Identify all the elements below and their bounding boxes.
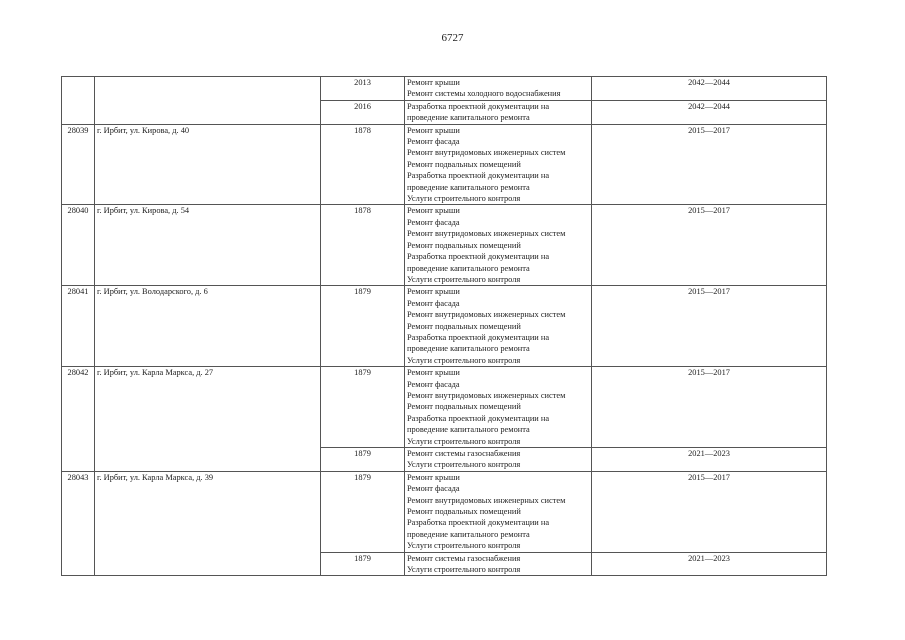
work-item: Разработка проектной документации на — [407, 101, 550, 111]
period-cell: 2015—2017 — [592, 471, 827, 552]
work-item: Ремонт внутридомовых инженерных систем — [407, 229, 566, 239]
year-cell: 2013 — [321, 77, 405, 101]
year-cell: 1879 — [321, 471, 405, 552]
year-cell: 1878 — [321, 205, 405, 286]
work-item: Ремонт фасада — [407, 484, 460, 494]
works-cell — [405, 124, 592, 205]
work-item: Услуги строительного контроля — [407, 274, 521, 284]
table-row — [62, 124, 827, 205]
works-cell — [405, 367, 592, 448]
work-item: Ремонт внутридомовых инженерных систем — [407, 495, 566, 505]
period-cell: 2021—2023 — [592, 448, 827, 472]
house-number-cell — [62, 77, 95, 125]
work-item: Ремонт внутридомовых инженерных систем — [407, 390, 566, 400]
house-number-cell: 28040 — [62, 205, 95, 286]
repair-program-table — [61, 76, 827, 576]
address-cell: г. Ирбит, ул. Кирова, д. 40 — [95, 124, 321, 205]
work-item: Разработка проектной документации на — [407, 518, 550, 528]
work-item: Ремонт подвальных помещений — [407, 507, 521, 517]
work-item: Разработка проектной документации на — [407, 413, 550, 423]
works-cell — [405, 552, 592, 576]
work-item: проведение капитального ремонта — [407, 113, 530, 123]
work-item: Услуги строительного контроля — [407, 565, 521, 575]
period-cell: 2015—2017 — [592, 124, 827, 205]
work-item: проведение капитального ремонта — [407, 182, 530, 192]
address-cell — [95, 77, 321, 125]
work-item: Разработка проектной документации на — [407, 171, 550, 181]
work-item: Разработка проектной документации на — [407, 252, 550, 262]
work-item: Ремонт подвальных помещений — [407, 159, 521, 169]
year-cell: 1878 — [321, 124, 405, 205]
table-row — [62, 205, 827, 286]
house-number-cell: 28042 — [62, 367, 95, 472]
work-item: проведение капитального ремонта — [407, 263, 530, 273]
work-item: проведение капитального ремонта — [407, 344, 530, 354]
work-item: Ремонт фасада — [407, 137, 460, 147]
period-cell: 2015—2017 — [592, 286, 827, 367]
period-cell: 2021—2023 — [592, 552, 827, 576]
page-number: 6727 — [441, 32, 464, 44]
work-item: Ремонт фасада — [407, 298, 460, 308]
work-item: Ремонт подвальных помещений — [407, 321, 521, 331]
works-cell — [405, 205, 592, 286]
year-cell: 1879 — [321, 286, 405, 367]
work-item: Разработка проектной документации на — [407, 332, 550, 342]
house-number-cell: 28039 — [62, 124, 95, 205]
table-row — [62, 367, 827, 448]
work-item: Услуги строительного контроля — [407, 436, 521, 446]
work-item: Ремонт фасада — [407, 217, 460, 227]
work-item: проведение капитального ремонта — [407, 425, 530, 435]
period-cell: 2042—2044 — [592, 77, 827, 101]
work-item: Ремонт системы холодного водоснабжения — [407, 89, 561, 99]
work-item: Ремонт системы газоснабжения — [407, 449, 521, 458]
work-item: Услуги строительного контроля — [407, 355, 521, 365]
work-item: Ремонт внутридомовых инженерных систем — [407, 148, 566, 158]
work-item: проведение капитального ремонта — [407, 529, 530, 539]
work-item: Ремонт крыши — [407, 368, 460, 378]
table-row — [62, 77, 827, 101]
works-cell — [405, 448, 592, 472]
work-item: Ремонт фасада — [407, 379, 460, 389]
work-item: Услуги строительного контроля — [407, 460, 521, 470]
works-cell — [405, 286, 592, 367]
work-item: Ремонт системы газоснабжения — [407, 553, 521, 563]
house-number-cell: 28043 — [62, 471, 95, 576]
work-item: Ремонт крыши — [407, 472, 460, 482]
year-cell: 1879 — [321, 448, 405, 472]
address-cell: г. Ирбит, ул. Карла Маркса, д. 39 — [95, 471, 321, 576]
work-item: Ремонт крыши — [407, 125, 460, 135]
address-cell: г. Ирбит, ул. Карла Маркса, д. 27 — [95, 367, 321, 472]
work-item: Ремонт крыши — [407, 287, 460, 297]
works-cell — [405, 471, 592, 552]
year-cell: 2016 — [321, 100, 405, 124]
works-cell — [405, 77, 592, 101]
address-cell: г. Ирбит, ул. Кирова, д. 54 — [95, 205, 321, 286]
work-item: Ремонт подвальных помещений — [407, 402, 521, 412]
works-cell — [405, 100, 592, 124]
year-cell: 1879 — [321, 552, 405, 576]
period-cell: 2042—2044 — [592, 100, 827, 124]
work-item: Услуги строительного контроля — [407, 194, 521, 204]
period-cell: 2015—2017 — [592, 367, 827, 448]
work-item: Ремонт крыши — [407, 206, 460, 216]
table-row — [62, 286, 827, 367]
house-number-cell: 28041 — [62, 286, 95, 367]
work-item: Услуги строительного контроля — [407, 541, 521, 551]
period-cell: 2015—2017 — [592, 205, 827, 286]
year-cell: 1879 — [321, 367, 405, 448]
work-item: Ремонт внутридомовых инженерных систем — [407, 310, 566, 320]
table-row — [62, 471, 827, 552]
work-item: Ремонт подвальных помещений — [407, 240, 521, 250]
work-item: Ремонт крыши — [407, 78, 460, 87]
address-cell: г. Ирбит, ул. Володарского, д. 6 — [95, 286, 321, 367]
